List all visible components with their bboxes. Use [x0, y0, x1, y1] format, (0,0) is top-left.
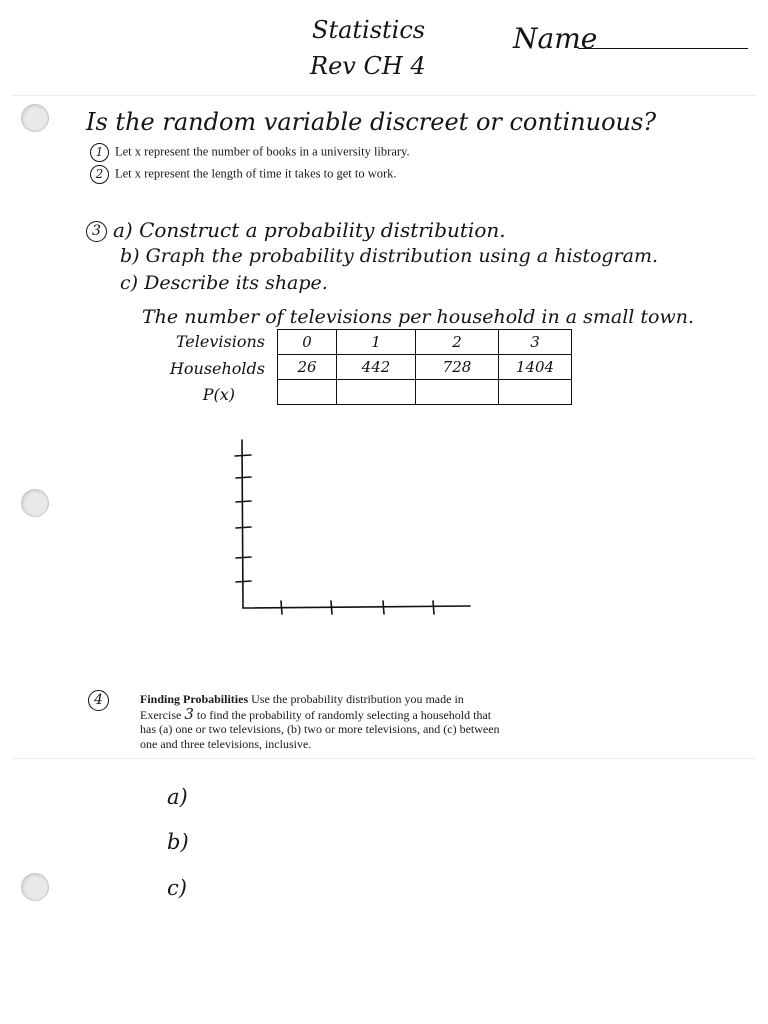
name-blank-line[interactable] [578, 48, 748, 49]
table-cell-blank[interactable] [337, 380, 416, 405]
y-tick [236, 501, 251, 502]
exercise-number: 3 [184, 704, 194, 723]
row-label-households: Households [169, 359, 265, 378]
review-chapter-title: Rev CH 4 [310, 52, 426, 80]
table-cell-blank[interactable] [416, 380, 499, 405]
question-2-text: Let x represent the length of time it takes to get to work. [115, 166, 397, 181]
scan-line [12, 758, 756, 759]
question-4-title: Finding Probabilities [140, 692, 249, 706]
table-cell: 2 [416, 330, 499, 355]
table-row-televisions [278, 330, 572, 355]
x-tick [433, 601, 434, 614]
table-prompt: The number of televisions per household in a small town. [142, 306, 695, 328]
table-cell: 728 [416, 355, 499, 380]
question-4-number [88, 690, 115, 711]
table-cell: 1 [337, 330, 416, 355]
question-4-line-1: Use the probability distribution you made in [251, 692, 464, 706]
row-label-televisions: Televisions [175, 332, 265, 351]
binder-hole-bottom [21, 873, 49, 901]
question-number-2: 2 [90, 165, 109, 184]
question-3-part-a [86, 218, 506, 242]
binder-hole-middle [21, 489, 49, 517]
question-number-1: 1 [90, 143, 109, 162]
question-3-part-c: c) Describe its shape. [120, 272, 328, 294]
y-tick [236, 557, 251, 558]
course-title: Statistics [312, 16, 426, 44]
question-4-line-3: has (a) one or two televisions, (b) two or more televisions, and (c) between [140, 722, 500, 736]
scan-line [12, 95, 756, 96]
section-heading: Is the random variable discreet or continuous? [86, 108, 657, 136]
question-1 [90, 143, 410, 162]
question-2 [90, 165, 397, 184]
table-cell: 442 [337, 355, 416, 380]
table-cell-blank[interactable] [499, 380, 572, 405]
y-axis [242, 440, 243, 608]
x-axis [243, 606, 470, 608]
answer-a-label: a) [167, 785, 188, 809]
table-row-px [278, 380, 572, 405]
x-tick [331, 601, 332, 614]
question-number-4: 4 [88, 690, 109, 711]
binder-hole-top [21, 104, 49, 132]
row-label-px: P(x) [202, 385, 235, 404]
question-number-3: 3 [86, 221, 107, 242]
distribution-table [277, 329, 572, 405]
table-cell: 1404 [499, 355, 572, 380]
name-label: Name [513, 22, 598, 55]
y-tick [236, 477, 251, 478]
table-cell-blank[interactable] [278, 380, 337, 405]
table-cell: 26 [278, 355, 337, 380]
question-1-text: Let x represent the number of books in a university library. [115, 144, 410, 159]
y-tick [235, 455, 251, 456]
x-tick [383, 601, 384, 614]
question-4-line-2a: Exercise [140, 707, 182, 722]
question-4-line-4: one and three televisions, inclusive. [140, 736, 312, 751]
table-cell: 3 [499, 330, 572, 355]
y-tick [236, 581, 251, 582]
answer-b-label: b) [167, 830, 189, 854]
question-4-line-2b: to find the probability of randomly selecting a household that [196, 707, 492, 722]
part-a-text: a) Construct a probability distribution. [113, 218, 506, 242]
question-4-text [140, 692, 500, 751]
question-3-part-b: b) Graph the probability distribution using a histogram. [120, 245, 659, 267]
x-tick [281, 601, 282, 614]
table-cell: 0 [278, 330, 337, 355]
y-tick [236, 527, 251, 528]
table-row-households [278, 355, 572, 380]
answer-c-label: c) [167, 876, 187, 900]
